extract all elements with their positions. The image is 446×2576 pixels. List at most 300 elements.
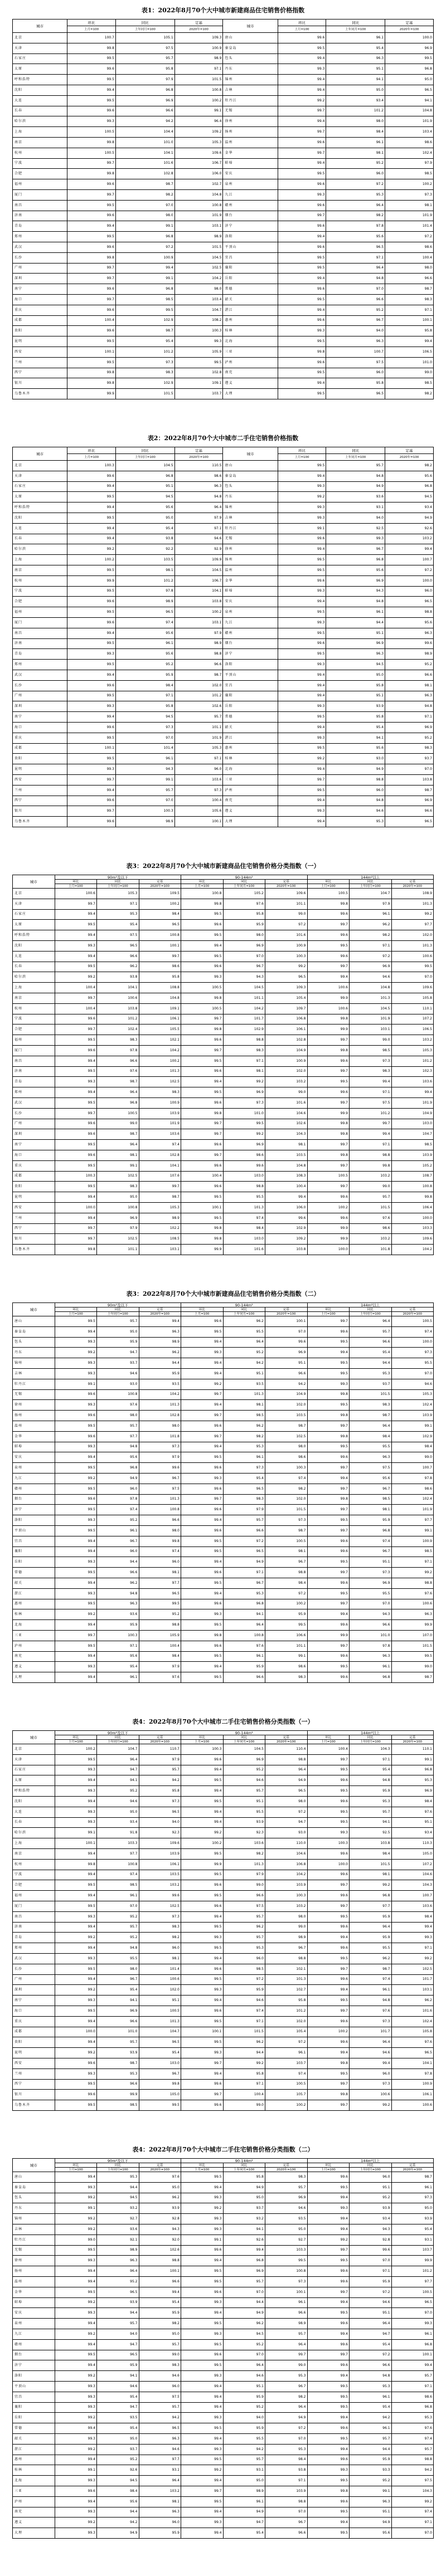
index-value: 96.3: [391, 1609, 434, 1620]
index-value: 95.3: [265, 2371, 308, 2382]
index-value: 98.8: [139, 1620, 181, 1631]
index-value: 96.8: [326, 555, 385, 565]
index-value: 95.4: [97, 920, 139, 930]
index-value: 99.4: [55, 2319, 97, 2329]
index-value: 99.4: [55, 2016, 97, 2027]
index-value: 99.6: [350, 2245, 392, 2256]
index-value: 101.0: [97, 2027, 139, 2037]
table-row: [13, 1651, 434, 1662]
index-value: 99.2: [55, 2444, 97, 2455]
index-value: 99.4: [278, 116, 326, 127]
index-value: 99.6: [181, 1463, 224, 1474]
index-value: 95.2: [223, 2402, 265, 2413]
price-index-table: [12, 2158, 434, 2539]
index-value: 100.1: [181, 2027, 224, 2037]
index-value: 97.2: [265, 1807, 308, 1817]
city-name: 北京: [13, 1744, 55, 1755]
prev-month-header: 上月=100: [181, 1312, 224, 1316]
index-value: 100.8: [223, 1630, 265, 1641]
index-value: 96.0: [139, 2381, 181, 2392]
price-index-table: [12, 1730, 434, 2111]
index-value: 97.2: [223, 1974, 265, 1985]
index-value: 99.4: [67, 670, 116, 680]
index-value: 99.7: [307, 1066, 350, 1077]
city-name: 南京: [13, 565, 67, 575]
index-value: 101.7: [391, 1974, 434, 1985]
area-header: 144m²以上: [307, 1303, 434, 1307]
city-header: 城市: [13, 19, 67, 33]
index-value: 99.7: [307, 1484, 350, 1494]
index-value: 101.3: [139, 1400, 181, 1411]
index-value: 98.6: [174, 471, 223, 481]
fixed-header: 定基: [391, 2163, 434, 2168]
index-value: 97.6: [223, 1641, 265, 1651]
last-year-header: 上年同月=100: [350, 884, 392, 889]
city-name: 温州: [223, 565, 278, 575]
index-value: 98.8: [350, 1150, 392, 1160]
index-value: 95.2: [97, 2455, 139, 2465]
index-value: 99.6: [55, 1494, 97, 1505]
table-row: [13, 2245, 434, 2256]
index-value: 99.5: [181, 1796, 224, 1807]
index-value: 101.8: [350, 1245, 392, 1255]
index-value: 99.3: [67, 701, 116, 712]
city-name: 南昌: [13, 200, 67, 211]
table-row: [13, 1066, 434, 1077]
index-value: 99.6: [307, 2319, 350, 2329]
index-value: 99.4: [278, 75, 326, 85]
table-row: [13, 232, 434, 242]
index-value: 98.0: [385, 263, 434, 274]
index-value: 97.3: [391, 2193, 434, 2203]
index-value: 102.9: [265, 1223, 308, 1234]
index-value: 99.5: [307, 2256, 350, 2266]
index-value: 99.4: [55, 1087, 97, 1098]
index-value: 96.4: [326, 200, 385, 211]
index-value: 99.7: [181, 1431, 224, 1442]
index-value: 97.3: [115, 722, 174, 733]
city-name: 三亚: [13, 2486, 55, 2496]
index-value: 99.4: [67, 712, 116, 723]
index-value: 105.8: [391, 993, 434, 1003]
index-value: 100.5: [307, 1171, 350, 1182]
index-value: 97.1: [115, 691, 174, 701]
index-value: 94.4: [350, 1358, 392, 1369]
index-value: 99.5: [181, 1651, 224, 1662]
table-row: [13, 1933, 434, 1943]
yoy-header: 同比: [326, 19, 385, 26]
city-name: 昆明: [13, 1192, 55, 1203]
index-value: 98.2: [139, 2319, 181, 2329]
index-value: 96.3: [139, 2507, 181, 2518]
city-name: 南京: [13, 137, 67, 148]
index-value: 99.5: [181, 2339, 224, 2350]
index-value: 99.5: [181, 1891, 224, 1901]
fixed-header: 定基: [385, 447, 434, 454]
city-name: 泸州: [13, 1641, 55, 1651]
table-row: [13, 962, 434, 972]
last-year-header: 上年同月=100: [97, 884, 139, 889]
index-value: 93.8: [115, 534, 174, 544]
index-value: 104.1: [174, 586, 223, 597]
index-value: 95.4: [97, 1985, 139, 1996]
table-section-1: [0, 0, 446, 428]
index-value: 99.5: [307, 1442, 350, 1452]
city-name: 惠州: [223, 743, 278, 754]
index-value: 104.6: [265, 1848, 308, 1859]
index-value: 98.5: [350, 1045, 392, 1056]
index-value: 95.4: [115, 336, 174, 347]
index-value: 98.0: [97, 1964, 139, 1974]
index-value: 96.8: [115, 232, 174, 242]
index-value: 95.2: [385, 660, 434, 670]
index-value: 102.6: [174, 701, 223, 712]
table-row: [13, 1494, 434, 1505]
index-value: 96.3: [139, 1326, 181, 1337]
table-row: [13, 85, 434, 95]
index-value: 99.5: [181, 1546, 224, 1557]
index-value: 96.2: [223, 1421, 265, 1431]
index-value: 96.3: [350, 1452, 392, 1463]
index-value: 98.4: [350, 1848, 392, 1859]
index-value: 94.8: [350, 1775, 392, 1786]
index-value: 99.6: [181, 1140, 224, 1150]
index-value: 95.2: [139, 1609, 181, 1620]
city-name: 深圳: [13, 1985, 55, 1996]
index-value: 99.2: [278, 492, 326, 502]
index-value: 97.1: [326, 252, 385, 263]
index-value: 95.2: [223, 2339, 265, 2350]
index-value: 96.6: [115, 106, 174, 116]
index-value: 98.8: [265, 1754, 308, 1765]
table-section-4: [0, 1284, 446, 1711]
index-value: 96.4: [97, 1140, 139, 1150]
index-value: 95.5: [350, 1442, 392, 1452]
index-value: 99.9: [181, 1245, 224, 1255]
index-value: 97.0: [385, 764, 434, 775]
table-row: [13, 137, 434, 148]
city-name: 桂林: [223, 754, 278, 764]
index-value: 93.0: [265, 1828, 308, 1838]
city-header: 城市: [13, 2159, 55, 2172]
table-row: [13, 1744, 434, 1755]
index-value: 99.0: [391, 1662, 434, 1672]
index-value: 96.3: [326, 336, 385, 347]
index-value: 97.2: [115, 242, 174, 252]
index-value: 98.5: [391, 1546, 434, 1557]
index-value: 107.2: [391, 1859, 434, 1870]
index-value: 95.7: [391, 2371, 434, 2382]
index-value: 99.4: [55, 1213, 97, 1223]
index-value: 98.1: [265, 1140, 308, 1150]
index-value: 94.1: [223, 2224, 265, 2235]
index-value: 96.5: [391, 2297, 434, 2308]
city-name: 锦州: [223, 75, 278, 85]
index-value: 100.7: [391, 1463, 434, 1474]
index-value: 98.8: [223, 1182, 265, 1192]
table-row: [13, 1358, 434, 1369]
index-value: 96.5: [97, 2350, 139, 2360]
index-value: 99.4: [139, 2287, 181, 2297]
index-value: 99.6: [55, 1129, 97, 1140]
index-value: 99.7: [278, 211, 326, 221]
city-name: 宜昌: [13, 2392, 55, 2402]
index-value: 96.9: [326, 638, 385, 649]
index-value: 95.7: [97, 1316, 139, 1327]
index-value: 99.4: [55, 2276, 97, 2287]
index-value: 99.5: [307, 2476, 350, 2486]
index-value: 103.8: [265, 1245, 308, 1255]
index-value: 103.7: [265, 2058, 308, 2068]
index-value: 97.6: [97, 1066, 139, 1077]
index-value: 96.9: [97, 1213, 139, 1223]
city-name: 成都: [13, 1171, 55, 1182]
index-value: 99.7: [67, 263, 116, 274]
city-name: 西宁: [13, 1223, 55, 1234]
index-value: 99.4: [307, 2329, 350, 2339]
city-name: 岳阳: [13, 2413, 55, 2423]
index-value: 96.0: [139, 1943, 181, 1954]
city-name: 丹东: [223, 64, 278, 75]
index-value: 97.1: [223, 2016, 265, 2027]
index-value: 94.1: [97, 1996, 139, 2006]
index-value: 97.4: [139, 1140, 181, 1150]
city-name: 石家庄: [13, 1765, 55, 1775]
index-value: 99.3: [278, 64, 326, 75]
index-value: 99.5: [181, 2319, 224, 2329]
index-value: 100.5: [97, 1108, 139, 1119]
index-value: 99.5: [278, 555, 326, 565]
index-value: 99.6: [278, 638, 326, 649]
index-value: 99.7: [307, 1035, 350, 1046]
index-value: 99.3: [55, 1765, 97, 1775]
prev-month-header: 上月=100: [181, 2168, 224, 2172]
table-row: [13, 43, 434, 53]
index-value: 101.2: [391, 2266, 434, 2277]
index-value: 99.1: [55, 2203, 97, 2214]
index-value: 97.1: [391, 2518, 434, 2528]
index-value: 96.8: [115, 284, 174, 295]
city-name: 吉林: [223, 85, 278, 95]
index-value: 99.3: [55, 1368, 97, 1379]
table-row: [13, 357, 434, 368]
index-value: 101.5: [265, 1505, 308, 1515]
fixed-header: 定基: [139, 2163, 181, 2168]
city-name: 赣州: [13, 2339, 55, 2350]
city-name: 长春: [13, 962, 55, 972]
index-value: 96.6: [97, 951, 139, 962]
index-value: 105.9: [139, 1630, 181, 1641]
index-value: 97.0: [391, 2528, 434, 2539]
index-value: 95.2: [326, 305, 385, 315]
prev-month-header: 上月=100: [55, 1740, 97, 1744]
city-name: 安庆: [13, 1452, 55, 1463]
index-value: 101.6: [115, 158, 174, 169]
index-value: 99.7: [350, 1119, 392, 1129]
index-value: 98.6: [265, 1452, 308, 1463]
index-value: 99.3: [55, 2507, 97, 2518]
index-value: 95.5: [391, 1358, 434, 1369]
index-value: 99.0: [265, 1922, 308, 1933]
index-value: 96.5: [391, 2048, 434, 2058]
index-value: 98.7: [174, 670, 223, 680]
index-value: 94.3: [139, 2224, 181, 2235]
table-row: [13, 899, 434, 909]
table-row: [13, 315, 434, 326]
index-value: 104.5: [174, 252, 223, 263]
city-name: 吉林: [223, 513, 278, 523]
index-value: 98.9: [139, 1213, 181, 1223]
index-value: 99.4: [181, 940, 224, 951]
index-value: 99.3: [55, 2476, 97, 2486]
yoy-header: 同比: [350, 2163, 392, 2168]
index-value: 96.4: [265, 2339, 308, 2350]
index-value: 95.5: [350, 1943, 392, 1954]
index-value: 97.1: [385, 305, 434, 315]
index-value: 96.1: [326, 607, 385, 618]
index-value: 99.6: [278, 33, 326, 43]
index-value: 99.4: [391, 2360, 434, 2371]
index-value: 100.6: [350, 2090, 392, 2100]
index-value: 96.2: [223, 1922, 265, 1933]
city-name: 遵义: [13, 2518, 55, 2528]
city-name: 洛阳: [223, 232, 278, 242]
index-value: 93.0: [97, 1379, 139, 1389]
index-value: 98.0: [265, 1796, 308, 1807]
index-value: 99.4: [181, 2433, 224, 2444]
index-value: 99.3: [278, 502, 326, 513]
city-header: 城市: [13, 875, 55, 889]
index-value: 92.6: [223, 2235, 265, 2245]
index-value: 98.0: [223, 930, 265, 941]
index-value: 96.4: [97, 1754, 139, 1765]
city-name: 湛江: [13, 2444, 55, 2455]
index-value: 92.2: [115, 544, 174, 555]
index-value: 98.8: [265, 1568, 308, 1578]
index-value: 97.2: [385, 232, 434, 242]
table-title: 表3：2022年8月70个大中城市新建商品住宅销售价格分类指数（二）: [126, 1290, 320, 1297]
index-value: 94.2: [223, 1358, 265, 1369]
index-value: 97.3: [115, 357, 174, 368]
index-value: 93.5: [139, 1379, 181, 1389]
index-value: 95.9: [139, 2308, 181, 2319]
index-value: 99.5: [55, 1568, 97, 1578]
index-value: 103.6: [139, 1129, 181, 1140]
index-value: 100.0: [391, 1213, 434, 1223]
index-value: 100.2: [55, 1744, 97, 1755]
index-value: 96.1: [326, 33, 385, 43]
index-value: 99.8: [307, 1045, 350, 1056]
index-value: 99.8: [391, 1192, 434, 1203]
index-value: 99.8: [181, 1024, 224, 1035]
city-name: 银川: [13, 1234, 55, 1245]
index-value: 104.9: [391, 1108, 434, 1119]
index-value: 99.6: [55, 1045, 97, 1056]
index-value: 96.5: [139, 920, 181, 930]
index-value: 99.4: [307, 2518, 350, 2528]
index-value: 98.3: [139, 2360, 181, 2371]
index-value: 97.0: [265, 2507, 308, 2518]
index-value: 96.9: [223, 2266, 265, 2277]
index-value: 99.5: [278, 169, 326, 179]
index-value: 103.8: [385, 774, 434, 785]
index-value: 94.6: [391, 1379, 434, 1389]
index-value: 94.8: [326, 597, 385, 607]
fixed-header: 定基: [174, 447, 223, 454]
index-value: 98.1: [350, 1505, 392, 1515]
index-value: 95.7: [391, 2444, 434, 2455]
city-name: 天津: [13, 471, 67, 481]
index-value: 94.4: [97, 2182, 139, 2193]
index-value: 96.8: [385, 64, 434, 75]
base-2020-header: 2020年=100: [174, 454, 223, 461]
index-value: 104.2: [223, 1003, 265, 1014]
table-row: [13, 628, 434, 638]
index-value: 105.3: [97, 889, 139, 899]
index-value: 102.8: [265, 1035, 308, 1046]
index-value: 99.5: [55, 2100, 97, 2111]
city-header: 城市: [13, 1303, 55, 1316]
city-name: 南充: [13, 1651, 55, 1662]
index-value: 94.7: [97, 2339, 139, 2350]
index-value: 98.0: [265, 1911, 308, 1922]
city-name: 唐山: [13, 1316, 55, 1327]
city-name: 金华: [223, 575, 278, 586]
index-value: 98.4: [115, 680, 174, 691]
index-value: 97.3: [350, 2079, 392, 2090]
city-name: 桂林: [223, 326, 278, 336]
index-value: 94.8: [97, 1442, 139, 1452]
index-value: 95.9: [223, 2392, 265, 2402]
index-value: 99.3: [55, 2402, 97, 2413]
index-value: 97.0: [97, 1901, 139, 1911]
index-value: 95.4: [97, 2423, 139, 2434]
index-value: 98.4: [350, 1431, 392, 1442]
index-value: 99.0: [265, 909, 308, 920]
index-value: 97.3: [391, 1348, 434, 1358]
index-value: 94.7: [97, 1765, 139, 1775]
index-value: 99.6: [278, 534, 326, 544]
index-value: 101.0: [385, 357, 434, 368]
city-name: 洛阳: [223, 660, 278, 670]
index-value: 94.9: [265, 2413, 308, 2423]
table-row: [13, 179, 434, 190]
index-value: 99.5: [278, 263, 326, 274]
index-value: 95.2: [97, 1933, 139, 1943]
table-row: [13, 1337, 434, 1348]
index-value: 95.0: [97, 1807, 139, 1817]
index-value: 99.8: [307, 1119, 350, 1129]
city-name: 襄阳: [223, 263, 278, 274]
index-value: 99.4: [181, 1077, 224, 1087]
index-value: 100.5: [139, 2006, 181, 2016]
city-name: 岳阳: [223, 274, 278, 284]
index-value: 97.8: [326, 221, 385, 232]
index-value: 99.3: [55, 940, 97, 951]
index-value: 98.9: [115, 817, 174, 827]
index-value: 99.8: [139, 1536, 181, 1546]
index-value: 99.6: [181, 1964, 224, 1974]
city-name: 深圳: [13, 1129, 55, 1140]
index-value: 98.0: [265, 1442, 308, 1452]
index-value: 98.4: [391, 1796, 434, 1807]
index-value: 95.9: [350, 2276, 392, 2287]
index-value: 96.1: [223, 2496, 265, 2507]
index-value: 99.5: [55, 1140, 97, 1150]
index-value: 96.3: [139, 2433, 181, 2444]
index-value: 99.5: [181, 1213, 224, 1223]
index-value: 98.3: [385, 294, 434, 305]
